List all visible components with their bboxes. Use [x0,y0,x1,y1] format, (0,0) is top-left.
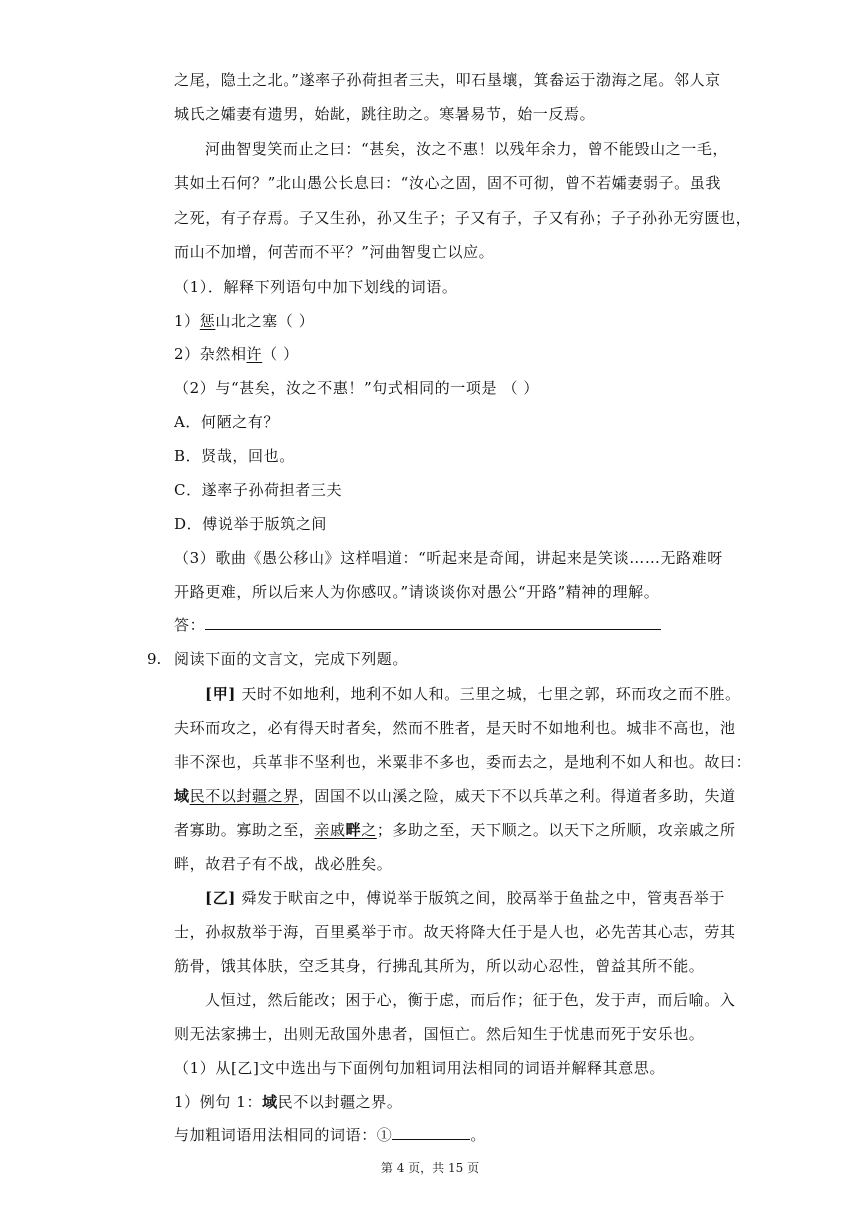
page-footer: 第 4 页，共 15 页 [380,1161,480,1175]
item-suffix: （ ） [262,345,299,363]
passage-line: 河曲智叟笑而止之曰：“甚矣，汝之不惠！以残年余力，曾不能毁山之一毛， [205,140,729,158]
passage-tag: [甲] [205,685,236,703]
option-b: B．贤哉，回也。 [174,447,295,465]
passage-yi-line [205,888,725,908]
passage-yi-line: 士，孙叔敖举于海，百里奚举于市。故天将降大任于是人也，必先苦其心志，劳其 [174,923,736,941]
item-prefix: 1） [174,312,200,330]
example-label: 1）例句 1： [174,1093,263,1111]
bold-word: 域 [262,1093,278,1111]
passage-line: 之死，有子存焉。子又生孙，孙又生子；子又有子，子又有孙；子子孙孙无穷匮也， [174,209,752,227]
passage-line: 城氏之孀妻有遗男，始龀，跳往助之。寒暑易节，始一反焉。 [174,105,596,123]
fill-in-label: 与加粗词语用法相同的词语：① [174,1126,393,1144]
answer-line [174,615,661,635]
passage-text: ；多助之至，天下顺之。以天下之所顺，攻亲戚之所 [376,821,736,839]
passage-tag: [乙] [205,889,236,907]
item-prefix: 2）杂然相 [174,345,247,363]
answer-label: 答： [174,616,206,634]
fill-in-blank[interactable] [392,1125,470,1140]
passage-text: 舜发于畎亩之中，傅说举于版筑之间，胶鬲举于鱼盐之中，管夷吾举于 [236,889,725,907]
bold-word: 域 [174,787,190,805]
passage-jia-line: 夫环而攻之，必有得天时者矣，然而不胜者，是天时不如地利也。城非不高也，池 [174,719,736,737]
question-item-1 [174,311,314,331]
question-sub3: （3）歌曲《愚公移山》这样唱道：“听起来是奇闻，讲起来是笑谈……无路难呀 [174,549,723,567]
answer-blank[interactable] [205,615,661,630]
passage-jia-line [174,786,736,806]
fill-in-line [174,1125,486,1145]
passage-text: 者寡助。寡助之至， [174,821,315,839]
fill-in-end: 。 [470,1126,487,1144]
underlined-phrase: 之 [361,821,377,839]
question-number: 9. [147,650,162,668]
passage-line: 而山不加增，何苦而不平？”河曲智叟亡以应。 [174,243,495,261]
question-sub2: （2）与“甚矣，汝之不惠！”句式相同的一项是 （ ） [174,379,540,397]
question-intro: 阅读下面的文言文，完成下列题。 [174,650,409,668]
question-sub3-cont: 开路更难，所以后来人为你感叹。”请谈谈你对愚公“开路”精神的理解。 [174,583,660,601]
question-item-2 [174,344,299,364]
option-d: D．傅说举于版筑之间 [174,515,328,533]
underlined-word: 许 [246,345,263,363]
passage-yi-line: 则无法家拂士，出则无敌国外患者，国恒亡。然后知生于忧患而死于安乐也。 [174,1025,705,1043]
passage-line: 之尾，隐土之北。”遂率子孙荷担者三夫，叩石垦壤，箕畚运于渤海之尾。邻人京 [174,71,721,89]
underlined-phrase: 民不以封疆之界 [189,787,299,805]
passage-text: 天时不如地利，地利不如人和。三里之城，七里之郭，环而攻之而不胜。 [236,685,741,703]
passage-text: ，固国不以山溪之险，威天下不以兵革之利。得道者多助，失道 [298,787,736,805]
passage-jia-line [205,684,741,704]
question-sub1: （1）从[乙]文中选出与下面例句加粗词用法相同的词语并解释其意思。 [174,1059,666,1077]
bold-underlined-word: 畔 [345,821,362,839]
option-c: C．遂率子孙荷担者三夫 [174,481,343,499]
passage-jia-line: 畔，故君子有不战，战必胜矣。 [174,855,393,873]
example-text: 民不以封疆之界。 [277,1093,403,1111]
underlined-word: 惩 [199,312,216,330]
passage-jia-line: 非不深也，兵革非不坚利也，米粟非不多也，委而去之，是地利不如人和也。故曰： [174,753,752,771]
passage-line: 其如土石何？”北山愚公长息曰：“汝心之固，固不可彻，曾不若孀妻弱子。虽我 [174,174,721,192]
passage-yi-line: 筋骨，饿其体肤，空乏其身，行拂乱其所为，所以动心忍性，曾益其所不能。 [174,957,705,975]
example-sentence [174,1092,402,1112]
item-suffix: 山北之塞（ ） [215,312,315,330]
underlined-phrase: 亲戚 [314,821,346,839]
option-a: A．何陋之有？ [174,413,280,431]
passage-yi-line: 人恒过，然后能改；困于心，衡于虑，而后作；征于色，发于声，而后喻。入 [205,991,736,1009]
passage-jia-line [174,820,736,840]
question-sub1: （1）．解释下列语句中加下划线的词语。 [174,278,458,296]
